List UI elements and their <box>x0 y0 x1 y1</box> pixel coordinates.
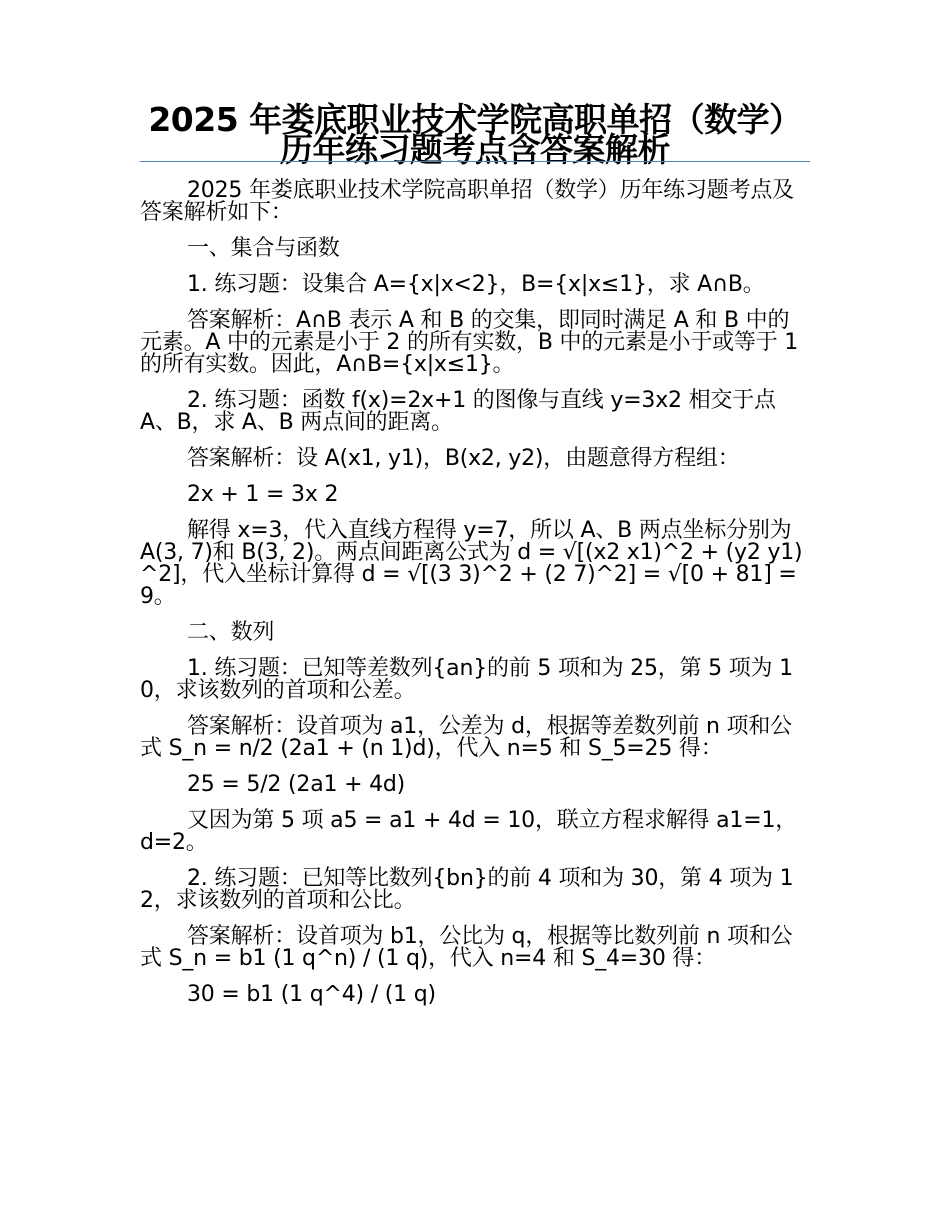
section-heading-sets-functions: 一、集合与函数 <box>187 236 340 261</box>
exercise-1-1: 1. 练习题：设集合 A={x|x<2}，B={x|x≤1}，求 A∩B。 <box>187 272 765 297</box>
equation-2-1: 25 = 5/2 (2a1 + 4d) <box>187 772 406 797</box>
answer-1-2: 答案解析：设 A(x1, y1)，B(x2, y2)，由题意得方程组： <box>187 446 740 471</box>
section-heading-sequences: 二、数列 <box>187 620 275 645</box>
answer-2-1: 答案解析：设首项为 a1，公差为 d，根据等差数列前 n 项和公式 S_n = n/2 (2a1 + (n 1)d)，代入 n=5 和 S_5=25 得： <box>140 714 792 761</box>
title-divider <box>140 161 810 162</box>
document-title: 2025 年娄底职业技术学院高职单招（数学）历年练习题考点含答案解析 <box>148 100 802 169</box>
solution-1-2: 解得 x=3，代入直线方程得 y=7，所以 A、B 两点坐标分别为 A(3, 7)和 B(3, 2)。两点间距离公式为 d = √[(x2 x1)^2 + (y2 y1)^2]，代入坐标计算得 d = √[(3 3)^2 + (2 7)^2] = √[0 + 81] = 9。 <box>140 518 803 609</box>
document-body <box>140 180 805 1020</box>
solution-2-1: 又因为第 5 项 a5 = a1 + 4d = 10，联立方程求解得 a1=1，d=2。 <box>140 808 798 855</box>
exercise-2-1: 1. 练习题：已知等差数列{an}的前 5 项和为 25，第 5 项为 10，求该数列的首项和公差。 <box>140 656 793 703</box>
answer-1-1: 答案解析：A∩B 表示 A 和 B 的交集，即同时满足 A 和 B 中的元素。A 中的元素是小于 2 的所有实数，B 中的元素是小于或等于 1 的所有实数。因此，A∩B={x|x≤1}。 <box>140 308 799 377</box>
equation-2-2: 30 = b1 (1 q^4) / (1 q) <box>187 982 436 1007</box>
exercise-2-2: 2. 练习题：已知等比数列{bn}的前 4 项和为 30，第 4 项为 12，求该数列的首项和公比。 <box>140 866 794 913</box>
intro-paragraph: 2025 年娄底职业技术学院高职单招（数学）历年练习题考点及答案解析如下： <box>140 178 794 225</box>
exercise-1-2: 2. 练习题：函数 f(x)=2x+1 的图像与直线 y=3x2 相交于点 A、B，求 A、B 两点间的距离。 <box>140 388 776 435</box>
answer-2-2: 答案解析：设首项为 b1，公比为 q，根据等比数列前 n 项和公式 S_n = b1 (1 q^n) / (1 q)，代入 n=4 和 S_4=30 得： <box>140 924 793 971</box>
equation-1-2: 2x + 1 = 3x 2 <box>187 482 339 507</box>
